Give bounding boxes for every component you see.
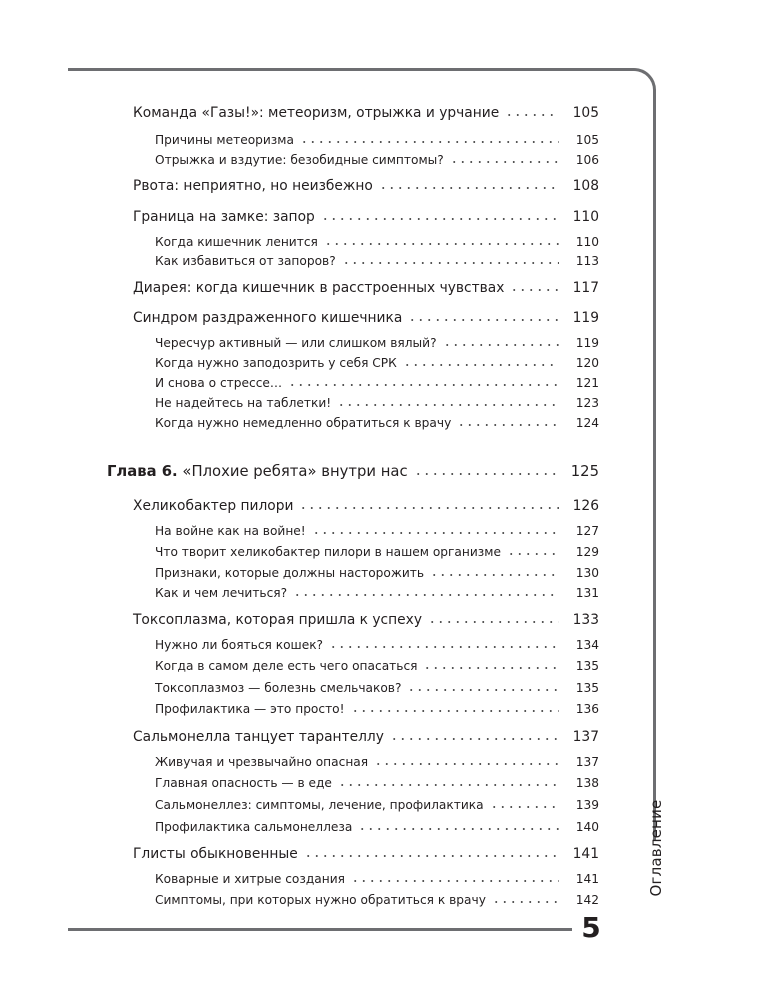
toc-subsection[interactable]: [155, 393, 599, 412]
toc-entry-title: Живучая и чрезвычайно опасная: [155, 755, 369, 769]
toc-section[interactable]: [133, 610, 599, 629]
toc-subsection[interactable]: [155, 232, 599, 251]
toc-entry-page: 117: [572, 280, 599, 296]
toc-subsection[interactable]: [155, 542, 599, 561]
page-number: 5: [581, 911, 601, 944]
toc-entry-page: 129: [575, 545, 599, 559]
leader-dots: [304, 844, 559, 858]
toc-entry-title: Чересчур активный — или слишком вялый?: [155, 336, 437, 350]
toc-entry-title: Глисты обыкновенные: [133, 846, 298, 862]
leader-dots: [428, 610, 559, 624]
leader-dots: [492, 890, 559, 904]
toc-entry-page: 127: [575, 524, 599, 538]
toc-entry-title: Нужно ли бояться кошек?: [155, 638, 324, 652]
toc-entry-title: Как и чем лечиться?: [155, 586, 288, 600]
toc-entry-page: 106: [575, 153, 599, 167]
leader-dots: [390, 727, 559, 741]
toc-entry-title: Признаки, которые должны насторожить: [155, 566, 425, 580]
toc-entry-title: «Плохие ребята» внутри нас: [182, 463, 408, 480]
toc-subsection[interactable]: [155, 150, 599, 169]
toc-entry-title: Профилактика — это просто!: [155, 702, 345, 716]
toc-subsection[interactable]: [155, 699, 599, 718]
leader-dots: [414, 462, 559, 476]
toc-entry-title: Коварные и хитрые создания: [155, 872, 345, 886]
toc-entry-title: Токсоплазма, которая пришла к успеху: [133, 612, 422, 628]
toc-entry-title: Причины метеоризма: [155, 133, 294, 147]
toc-entry-title: Главная опасность — в еде: [155, 776, 332, 790]
toc-subsection[interactable]: [155, 521, 599, 540]
toc-entry-page: 119: [572, 310, 599, 326]
leader-dots: [288, 373, 559, 387]
toc-section[interactable]: [133, 176, 599, 195]
leader-dots: [490, 795, 559, 809]
leader-dots: [312, 521, 559, 535]
toc-entry-title: Синдром раздраженного кишечника: [133, 310, 403, 326]
leader-dots: [430, 563, 559, 577]
toc-subsection[interactable]: [155, 130, 599, 149]
chapter-label: Глава 6.: [107, 463, 178, 480]
toc-entry-title: И снова о стрессе…: [155, 376, 283, 390]
toc-entry-page: 141: [572, 846, 599, 862]
toc-entry-title: Когда нужно заподозрить у себя СРК: [155, 356, 397, 370]
toc-entry-title: Не надейтесь на таблетки!: [155, 396, 332, 410]
toc-entry-title: Симптомы, при которых нужно обратиться к врачу: [155, 893, 486, 907]
leader-dots: [300, 130, 559, 144]
leader-dots: [423, 656, 559, 670]
toc-entry-page: 126: [572, 498, 599, 514]
toc-entry-title: Сальмонелла танцует тарантеллу: [133, 729, 384, 745]
leader-dots: [374, 752, 559, 766]
toc-section[interactable]: [133, 844, 599, 863]
leader-dots: [450, 150, 559, 164]
leader-dots: [358, 817, 559, 831]
toc-entry-page: 135: [575, 659, 599, 673]
leader-dots: [329, 635, 559, 649]
toc-subsection[interactable]: [155, 773, 599, 792]
toc-section[interactable]: [133, 727, 599, 746]
leader-dots: [443, 333, 559, 347]
toc-entry-page: 135: [575, 681, 599, 695]
toc-subsection[interactable]: [155, 795, 599, 814]
toc-entry-page: 121: [575, 376, 599, 390]
toc-chapter[interactable]: [107, 462, 599, 481]
toc-subsection[interactable]: [155, 373, 599, 392]
toc-chapter-title: [107, 463, 414, 481]
leader-dots: [324, 232, 559, 246]
leader-dots: [505, 103, 559, 117]
toc-entry-page: 140: [575, 820, 599, 834]
toc-subsection[interactable]: [155, 333, 599, 352]
toc-entry-page: 137: [575, 755, 599, 769]
toc-entry-title: Что творит хеликобактер пилори в нашем организме: [155, 545, 501, 559]
toc-entry-page: 138: [575, 776, 599, 790]
leader-dots: [407, 678, 559, 692]
toc-entry-title: Когда кишечник ленится: [155, 235, 318, 249]
leader-dots: [510, 278, 559, 292]
toc-entry-title: Когда нужно немедленно обратиться к врачу: [155, 416, 452, 430]
toc-entry-page: 119: [575, 336, 599, 350]
leader-dots: [507, 542, 559, 556]
toc-entry-title: Токсоплазмоз — болезнь смельчаков?: [155, 681, 402, 695]
leader-dots: [299, 496, 559, 510]
toc-entry-page: 130: [575, 566, 599, 580]
toc-entry-page: 113: [575, 254, 599, 268]
toc-entry-page: 124: [575, 416, 599, 430]
toc-subsection[interactable]: [155, 869, 599, 888]
toc-entry-page: 139: [575, 798, 599, 812]
toc-entry-title: Сальмонеллез: симптомы, лечение, профилактика: [155, 798, 484, 812]
toc-entry-page: 131: [575, 586, 599, 600]
toc-entry-page: 142: [575, 893, 599, 907]
toc-section[interactable]: [133, 308, 599, 327]
toc-entry-title: Рвота: неприятно, но неизбежно: [133, 178, 373, 194]
toc-section[interactable]: [133, 278, 599, 297]
leader-dots: [338, 773, 559, 787]
toc-entry-page: 110: [575, 235, 599, 249]
toc-entry-page: 136: [575, 702, 599, 716]
toc-entry-page: 120: [575, 356, 599, 370]
toc-entry-title: Диарея: когда кишечник в расстроенных чувствах: [133, 280, 505, 296]
leader-dots: [408, 308, 559, 322]
toc-subsection[interactable]: [155, 251, 599, 270]
toc-entry-page: 110: [572, 209, 599, 225]
toc-entry-page: 123: [575, 396, 599, 410]
toc-subsection[interactable]: [155, 413, 599, 432]
section-side-label: Оглавление: [647, 799, 665, 897]
leader-dots: [351, 699, 559, 713]
toc-subsection[interactable]: [155, 656, 599, 675]
toc-entry-page: 133: [572, 612, 599, 628]
leader-dots: [379, 176, 559, 190]
leader-dots: [337, 393, 559, 407]
leader-dots: [403, 353, 559, 367]
leader-dots: [321, 207, 559, 221]
toc-entry-page: 134: [575, 638, 599, 652]
toc-subsection[interactable]: [155, 890, 599, 909]
toc-entry-title: Профилактика сальмонеллеза: [155, 820, 353, 834]
toc-subsection[interactable]: [155, 635, 599, 654]
toc-entry-page: 137: [572, 729, 599, 745]
toc-entry-title: На войне как на войне!: [155, 524, 306, 538]
toc-entry-title: Хеликобактер пилори: [133, 498, 294, 514]
toc-entry-title: Граница на замке: запор: [133, 209, 315, 225]
toc-subsection[interactable]: [155, 563, 599, 582]
leader-dots: [293, 583, 559, 597]
toc-section[interactable]: [133, 103, 599, 122]
toc-entry-page: 141: [575, 872, 599, 886]
toc-subsection[interactable]: [155, 678, 599, 697]
leader-dots: [457, 413, 559, 427]
toc-subsection[interactable]: [155, 583, 599, 602]
leader-dots: [342, 251, 559, 265]
toc-entry-page: 108: [572, 178, 599, 194]
toc-subsection[interactable]: [155, 817, 599, 836]
toc-entry-page: 105: [572, 105, 599, 121]
toc-entry-title: Команда «Газы!»: метеоризм, отрыжка и урчание: [133, 105, 500, 121]
toc-entry-title: Как избавиться от запоров?: [155, 254, 336, 268]
toc-section[interactable]: [133, 496, 599, 515]
toc-subsection[interactable]: [155, 752, 599, 771]
toc-entry-page: 105: [575, 133, 599, 147]
toc-entry-title: Отрыжка и вздутие: безобидные симптомы?: [155, 153, 444, 167]
toc-section[interactable]: [133, 207, 599, 226]
toc-entry-title: Когда в самом деле есть чего опасаться: [155, 659, 418, 673]
toc-subsection[interactable]: [155, 353, 599, 372]
leader-dots: [351, 869, 559, 883]
toc-entry-page: 125: [570, 463, 599, 480]
